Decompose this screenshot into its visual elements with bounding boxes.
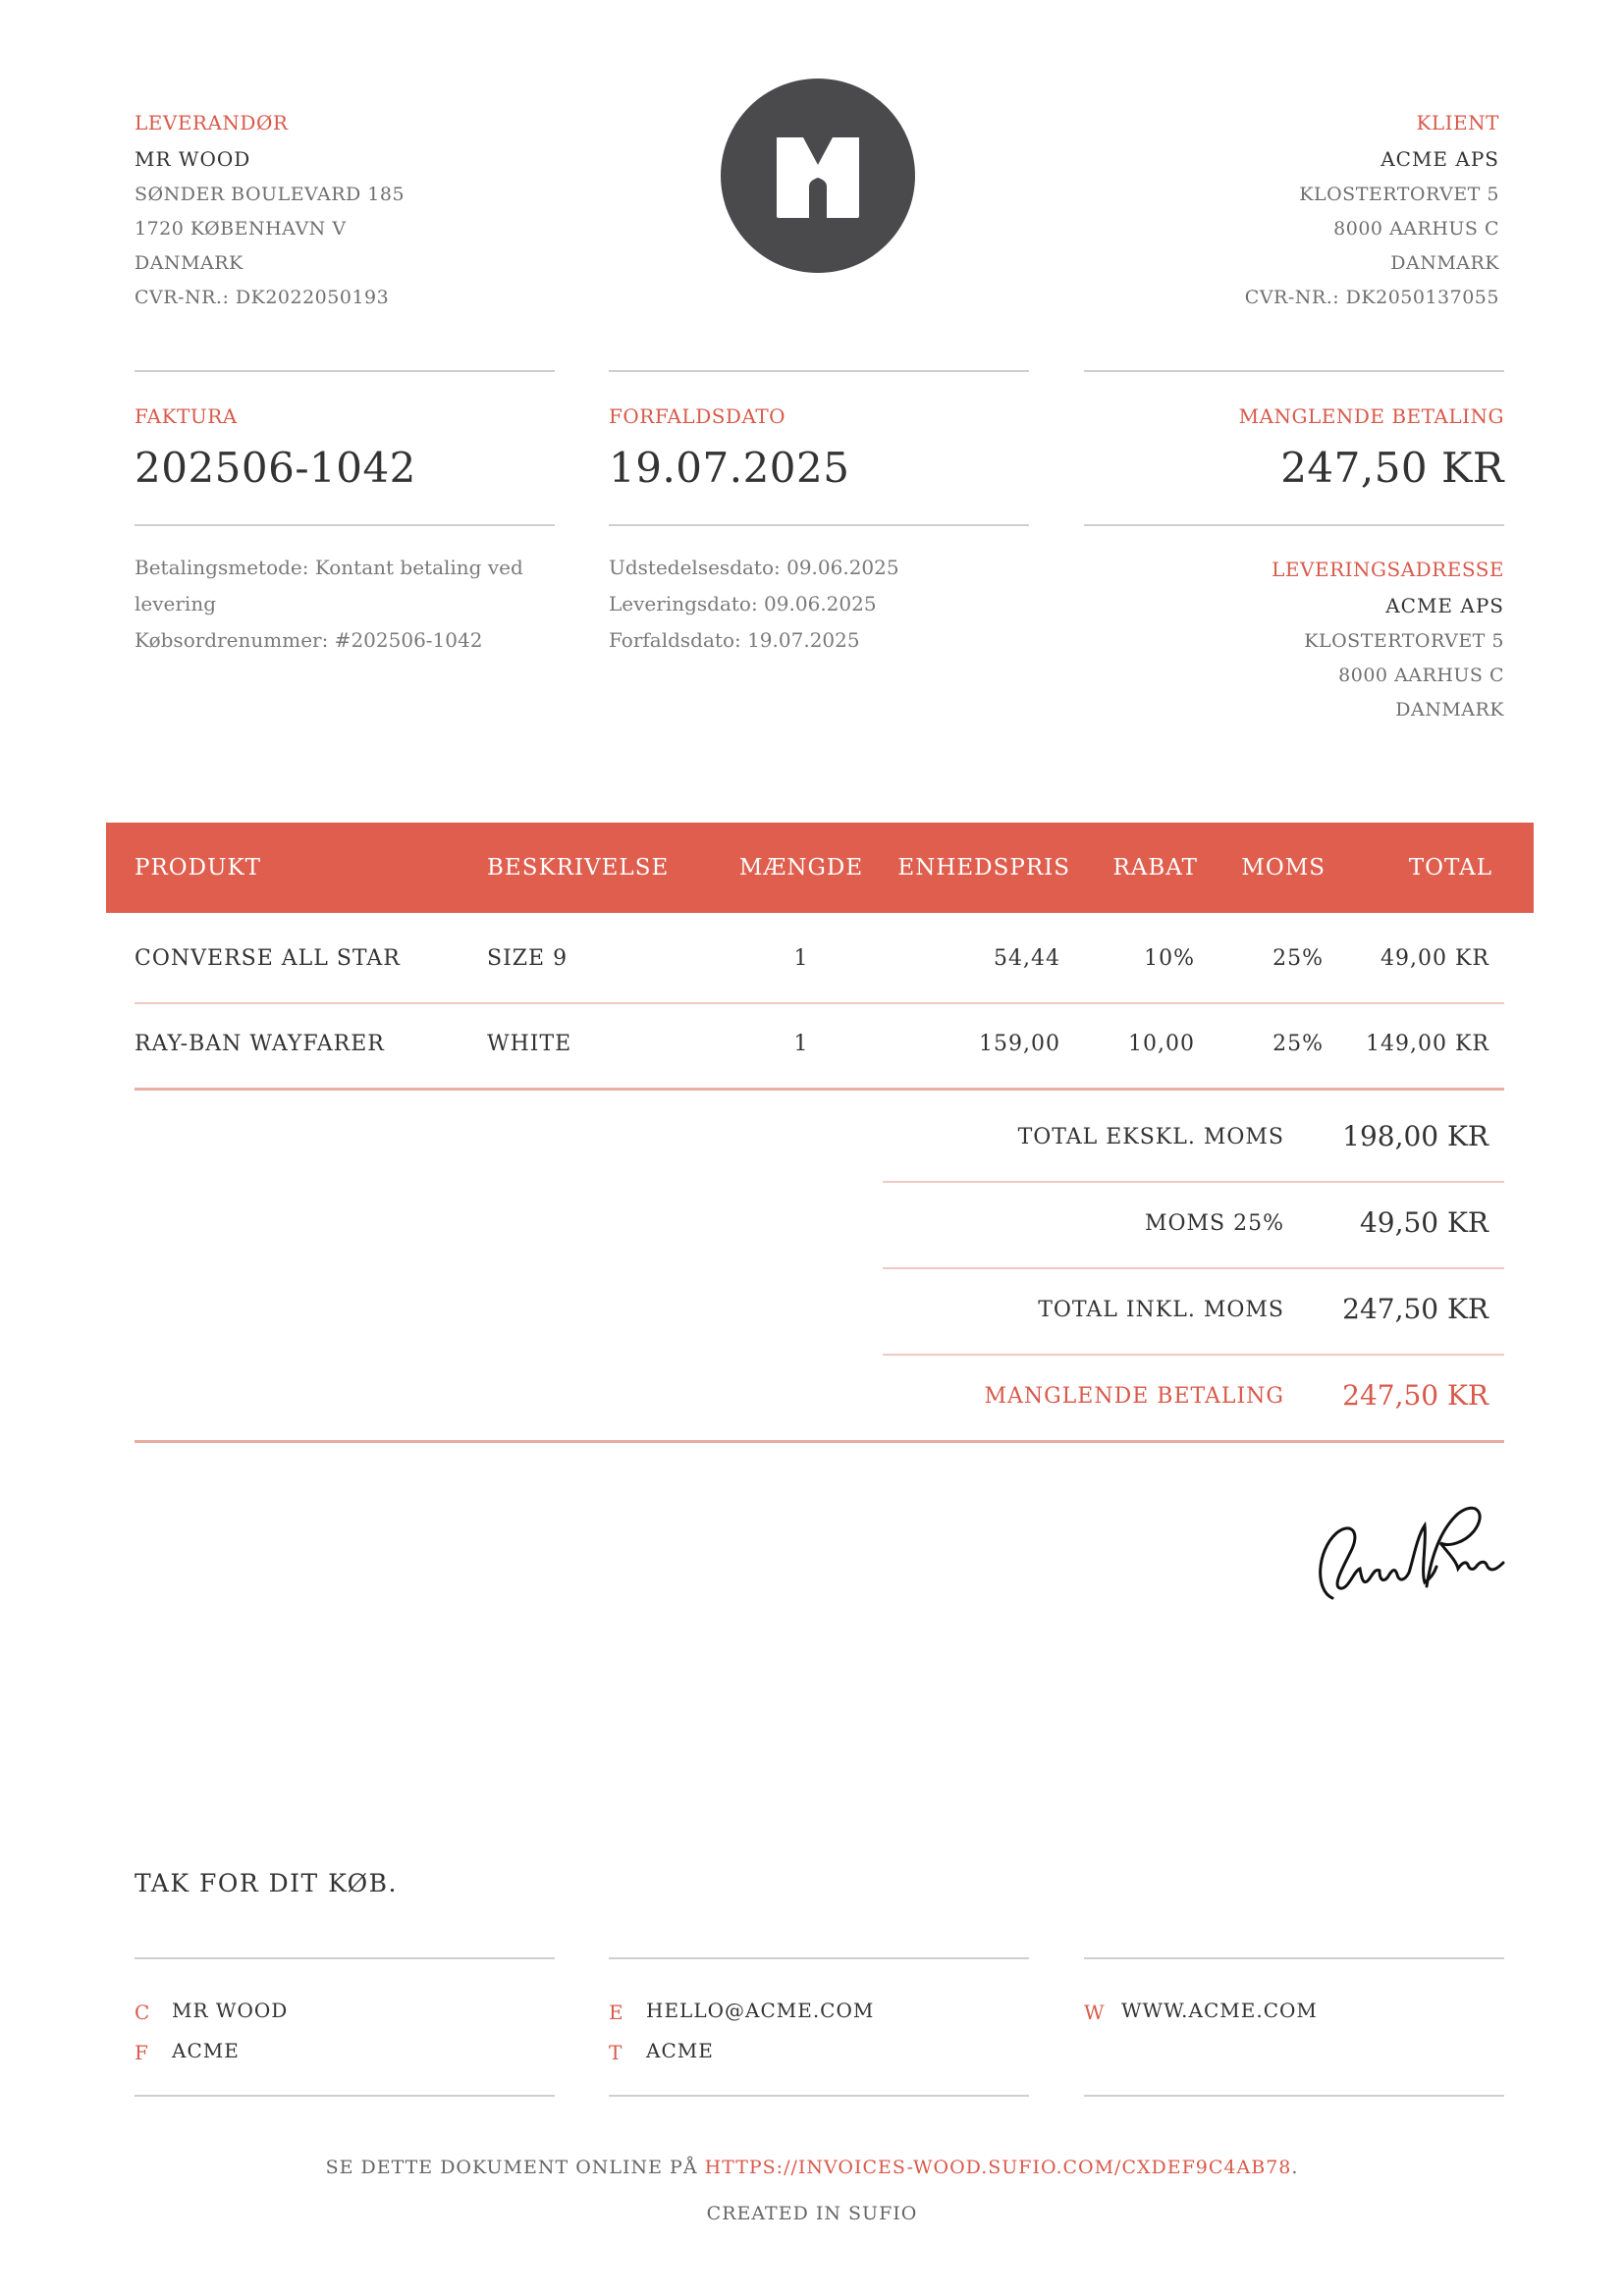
company-letter: C: [135, 2001, 150, 2024]
divider: [135, 2095, 555, 2097]
cell-description: WHITE: [487, 1032, 572, 1056]
online-notice-suffix: .: [1291, 2157, 1299, 2178]
due-date-label: FORFALDSDATO: [609, 404, 786, 428]
column-header-quantity: MÆNGDE: [738, 855, 864, 881]
delivery-address-line: DANMARK: [1395, 699, 1504, 721]
client-address-line: 8000 AARHUS C: [1333, 218, 1499, 240]
online-notice-prefix: SE DETTE DOKUMENT ONLINE PÅ: [325, 2157, 705, 2178]
amount-due: 247,50 KR: [1280, 444, 1504, 492]
signature-image: [1311, 1492, 1507, 1610]
client-address-line: DANMARK: [1390, 252, 1499, 274]
client-address-line: KLOSTERTORVET 5: [1299, 184, 1499, 205]
due-date: 19.07.2025: [609, 444, 850, 492]
supplier-address-line: SØNDER BOULEVARD 185: [135, 184, 406, 205]
phone-value: ACME: [646, 2039, 714, 2062]
divider: [609, 1957, 1029, 1959]
company-logo: [721, 79, 915, 273]
row-divider: [135, 1002, 1504, 1004]
supplier-vat-number: CVR-NR.: DK2022050193: [135, 287, 390, 308]
totals-divider: [883, 1354, 1504, 1356]
online-document-link[interactable]: HTTPS://INVOICES-WOOD.SUFIO.COM/CXDEF9C4AB78: [704, 2157, 1292, 2178]
thank-you-note: TAK FOR DIT KØB.: [135, 1869, 398, 1897]
cell-discount: 10%: [1144, 946, 1195, 971]
phone-letter: T: [609, 2041, 623, 2064]
payment-method-cont: levering: [135, 592, 217, 615]
delivery-date: Leveringsdato: 09.06.2025: [609, 592, 877, 615]
cell-discount: 10,00: [1128, 1032, 1195, 1056]
column-header-total: TOTAL: [1408, 855, 1492, 881]
date-details: [609, 550, 899, 659]
invoice-number: 202506-1042: [135, 444, 416, 492]
supplier-address-line: DANMARK: [135, 252, 244, 274]
cell-unit-price: 54,44: [994, 946, 1060, 971]
delivery-address-name: ACME APS: [1385, 594, 1504, 617]
m-logo-icon: [721, 79, 915, 273]
client-vat-number: CVR-NR.: DK2050137055: [1244, 287, 1499, 308]
divider: [609, 2095, 1029, 2097]
due-date-detail: Forfaldsdato: 19.07.2025: [609, 628, 860, 652]
column-header-product: PRODUKT: [135, 855, 261, 881]
table-bottom-rule: [135, 1088, 1504, 1091]
divider: [135, 370, 555, 372]
cell-quantity: 1: [793, 946, 809, 971]
signature: [1311, 1492, 1507, 1610]
amount-due-total-label: MANGLENDE BETALING: [984, 1384, 1284, 1409]
issue-date: Udstedelsesdato: 09.06.2025: [609, 556, 899, 579]
supplier-address-line: 1720 KØBENHAVN V: [135, 218, 347, 240]
subtotal-label: TOTAL EKSKL. MOMS: [1017, 1125, 1284, 1149]
email-letter: E: [609, 2001, 623, 2024]
amount-due-total-value: 247,50 KR: [1342, 1379, 1489, 1412]
column-header-vat: MOMS: [1241, 855, 1326, 881]
delivery-address-label: LEVERINGSADRESSE: [1272, 558, 1504, 581]
divider: [609, 524, 1029, 526]
created-in-note: CREATED IN SUFIO: [706, 2203, 918, 2224]
cell-total: 149,00 KR: [1366, 1032, 1489, 1056]
cell-vat: 25%: [1272, 946, 1324, 971]
subtotal-value: 198,00 KR: [1342, 1120, 1489, 1152]
fax-letter: F: [135, 2041, 148, 2064]
order-number: Købsordrenummer: #202506-1042: [135, 628, 483, 652]
client-address: [1245, 178, 1499, 315]
divider: [1084, 1957, 1504, 1959]
divider: [1084, 2095, 1504, 2097]
web-letter: W: [1084, 2001, 1105, 2024]
divider: [609, 370, 1029, 372]
vat-value: 49,50 KR: [1359, 1206, 1489, 1239]
delivery-address-line: 8000 AARHUS C: [1338, 665, 1504, 686]
client-label: KLIENT: [1416, 111, 1499, 134]
total-label: TOTAL INKL. MOMS: [1038, 1298, 1284, 1322]
divider: [1084, 524, 1504, 526]
column-header-description: BESKRIVELSE: [487, 855, 670, 881]
payment-method: Betalingsmetode: Kontant betaling ved: [135, 556, 523, 579]
online-notice: [0, 2157, 1624, 2178]
totals-divider: [883, 1267, 1504, 1269]
email-link[interactable]: HELLO@ACME.COM: [646, 1999, 875, 2022]
supplier-name: MR WOOD: [135, 147, 251, 171]
company-name: MR WOOD: [172, 1999, 289, 2022]
payment-details: [135, 550, 523, 659]
delivery-address: [1304, 624, 1504, 727]
cell-total: 49,00 KR: [1380, 946, 1489, 971]
items-table-header: [106, 823, 1534, 913]
divider: [1084, 370, 1504, 372]
cell-product: CONVERSE ALL STAR: [135, 946, 401, 971]
cell-quantity: 1: [793, 1032, 809, 1056]
fax-value: ACME: [172, 2039, 240, 2062]
column-header-discount: RABAT: [1112, 855, 1198, 881]
cell-unit-price: 159,00: [979, 1032, 1060, 1056]
supplier-address: [135, 178, 405, 315]
amount-due-label: MANGLENDE BETALING: [1238, 404, 1504, 428]
divider: [135, 1957, 555, 1959]
vat-label: MOMS 25%: [1144, 1211, 1284, 1236]
supplier-label: LEVERANDØR: [135, 111, 289, 134]
totals-divider: [883, 1181, 1504, 1183]
invoice-number-label: FAKTURA: [135, 404, 238, 428]
client-name: ACME APS: [1380, 147, 1499, 171]
total-value: 247,50 KR: [1342, 1293, 1489, 1325]
cell-product: RAY-BAN WAYFARER: [135, 1032, 385, 1056]
cell-vat: 25%: [1272, 1032, 1324, 1056]
divider: [135, 524, 555, 526]
cell-description: SIZE 9: [487, 946, 568, 971]
totals-bottom-rule: [135, 1440, 1504, 1443]
delivery-address-line: KLOSTERTORVET 5: [1304, 630, 1504, 652]
website-link[interactable]: WWW.ACME.COM: [1121, 1999, 1318, 2022]
column-header-unit-price: ENHEDSPRIS: [897, 855, 1070, 881]
